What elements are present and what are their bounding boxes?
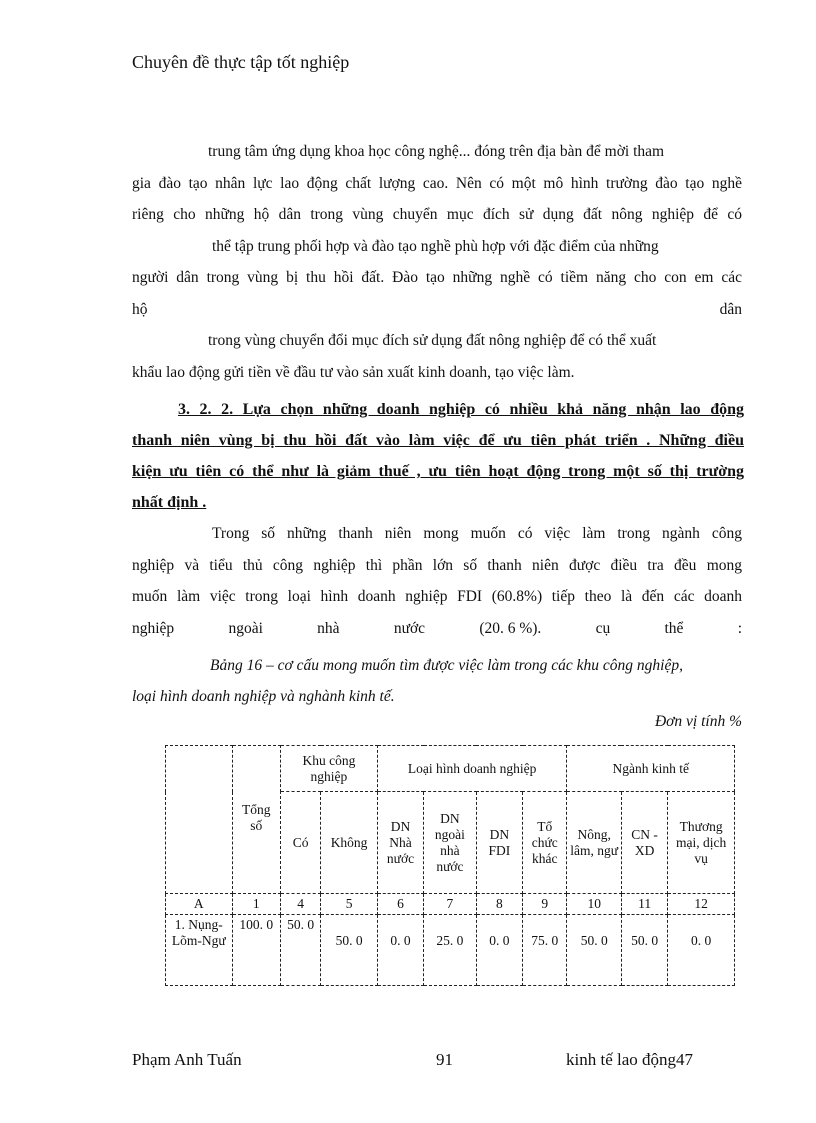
heading-line: nhất định . — [132, 494, 207, 511]
running-header-title: Chuyên đề thực tập tốt nghiệp — [132, 52, 350, 72]
paragraph-training-centers — [132, 136, 742, 388]
index-cell: 6 — [377, 894, 423, 915]
value-cell: 0. 0 — [668, 915, 735, 986]
employment-preference-table — [165, 745, 735, 986]
index-row — [166, 894, 735, 915]
heading-line: kiện ưu tiên có thể như là giảm thuế , ưu tiên hoạt động trong một số thị trường — [132, 463, 744, 480]
index-cell: 8 — [476, 894, 522, 915]
table-caption — [132, 650, 742, 712]
text-line — [132, 613, 742, 645]
header-group-loai-hinh: Loại hình doanh nghiệp — [377, 746, 567, 792]
text-line: khẩu lao động gửi tiền về đầu tư vào sản xuất kinh doanh, tạo việc làm. — [132, 363, 575, 381]
heading-line: 3. 2. 2. Lựa chọn những doanh nghiệp có nhiều khả năng nhận lao động — [178, 401, 744, 418]
text-line: người dân trong vùng bị thu hồi đất. Đào tạo những nghề có tiềm năng cho con em các — [132, 269, 742, 286]
header-co: Có — [280, 792, 320, 894]
value-cell: 0. 0 — [377, 915, 423, 986]
header-group-khu: Khu công nghiệp — [280, 746, 377, 792]
text-line: trong vùng chuyển đổi mục đích sử dụng đất nông nghiệp để có thể xuất — [208, 332, 657, 349]
unit-label: Đơn vị tính % — [654, 713, 742, 730]
index-cell: 11 — [621, 894, 667, 915]
word: : — [737, 619, 742, 637]
footer-page-number: 91 — [436, 1050, 453, 1069]
footer-author: Phạm Anh Tuấn — [132, 1050, 242, 1069]
header-dn-fdi: DN FDI — [476, 792, 522, 894]
text-line: nghiệp và tiểu thủ công nghiệp thì phần lớn số thanh niên được điều tra đều mong — [132, 556, 742, 574]
caption-line: Bảng 16 – cơ cấu mong muốn tìm được việc làm trong các khu công nghiệp, — [210, 657, 683, 674]
index-cell: A — [166, 894, 233, 915]
word-part: 6 — [507, 619, 516, 637]
row-header-cell — [166, 746, 233, 894]
header-group-nganh: Ngành kinh tế — [567, 746, 735, 792]
header-tong-so: Tổng số — [232, 746, 280, 894]
index-cell: 7 — [424, 894, 476, 915]
text-line: gia đào tạo nhân lực lao động chất lượng cao. Nên có một mô hình trường đào tạo nghề — [132, 174, 742, 192]
row-label: 1. Nụng-Lõm-Ngư — [166, 915, 233, 986]
word: ngoài — [228, 619, 263, 637]
footer-class-label: kinh tế lao động47 — [566, 1050, 694, 1069]
index-cell: 12 — [668, 894, 735, 915]
header-nong-lam-ngu: Nông, lâm, ngư — [567, 792, 621, 894]
word: nước — [393, 619, 426, 637]
caption-line: loại hình doanh nghiệp và nghành kinh tế. — [132, 688, 395, 705]
text-line: muốn làm việc trong loại hình doanh nghiệp FDI (60.8%) tiếp theo là đến các doanh — [132, 588, 742, 605]
word — [479, 613, 541, 645]
word: nghiệp — [132, 619, 175, 637]
header-khong: Không — [321, 792, 378, 894]
section-heading-3-2-2 — [132, 394, 744, 518]
value-cell: 50. 0 — [621, 915, 667, 986]
value-cell: 50. 0 — [321, 915, 378, 986]
value-cell: 50. 0 — [567, 915, 621, 986]
index-cell: 4 — [280, 894, 320, 915]
header-dn-nha-nuoc: DN Nhà nước — [377, 792, 423, 894]
value-co: 50. 0 — [280, 915, 320, 986]
word: cụ — [595, 619, 611, 637]
index-cell: 1 — [232, 894, 280, 915]
text-line — [132, 294, 742, 326]
index-cell: 5 — [321, 894, 378, 915]
value-tong-so: 100. 0 — [232, 915, 280, 986]
text-line: riêng cho những hộ dân trong vùng chuyển mục đích sử dụng đất nông nghiệp để có — [132, 206, 742, 223]
table-row — [166, 915, 735, 986]
value-cell: 25. 0 — [424, 915, 476, 986]
text-line: trung tâm ứng dụng khoa học công nghệ... đóng trên địa bàn để mời tham — [208, 143, 665, 160]
header-thuong-mai: Thương mại, dịch vụ — [668, 792, 735, 894]
paragraph-fdi-preference — [132, 518, 742, 644]
text-line: thể tập trung phối hợp và đào tạo nghề phù hợp với đặc điểm của những — [212, 237, 659, 255]
word-part: (20. — [479, 619, 504, 637]
text-fragment: hộ — [132, 300, 148, 318]
header-to-chuc-khac: Tổ chức khác — [523, 792, 567, 894]
index-cell: 9 — [523, 894, 567, 915]
heading-line: thanh niên vùng bị thu hồi đất vào làm việc để ưu tiên phát triển . Những điều — [132, 432, 744, 449]
value-cell: 75. 0 — [523, 915, 567, 986]
word: nhà — [317, 619, 340, 637]
header-dn-ngoai-nha-nuoc: DN ngoài nhà nước — [424, 792, 476, 894]
header-cn-xd: CN - XD — [621, 792, 667, 894]
word: thể — [664, 619, 684, 637]
text-fragment: dân — [719, 300, 742, 318]
index-cell: 10 — [567, 894, 621, 915]
value-cell: 0. 0 — [476, 915, 522, 986]
text-line: Trong số những thanh niên mong muốn có việc làm trong ngành công — [212, 525, 742, 542]
word-part: %). — [519, 619, 542, 637]
